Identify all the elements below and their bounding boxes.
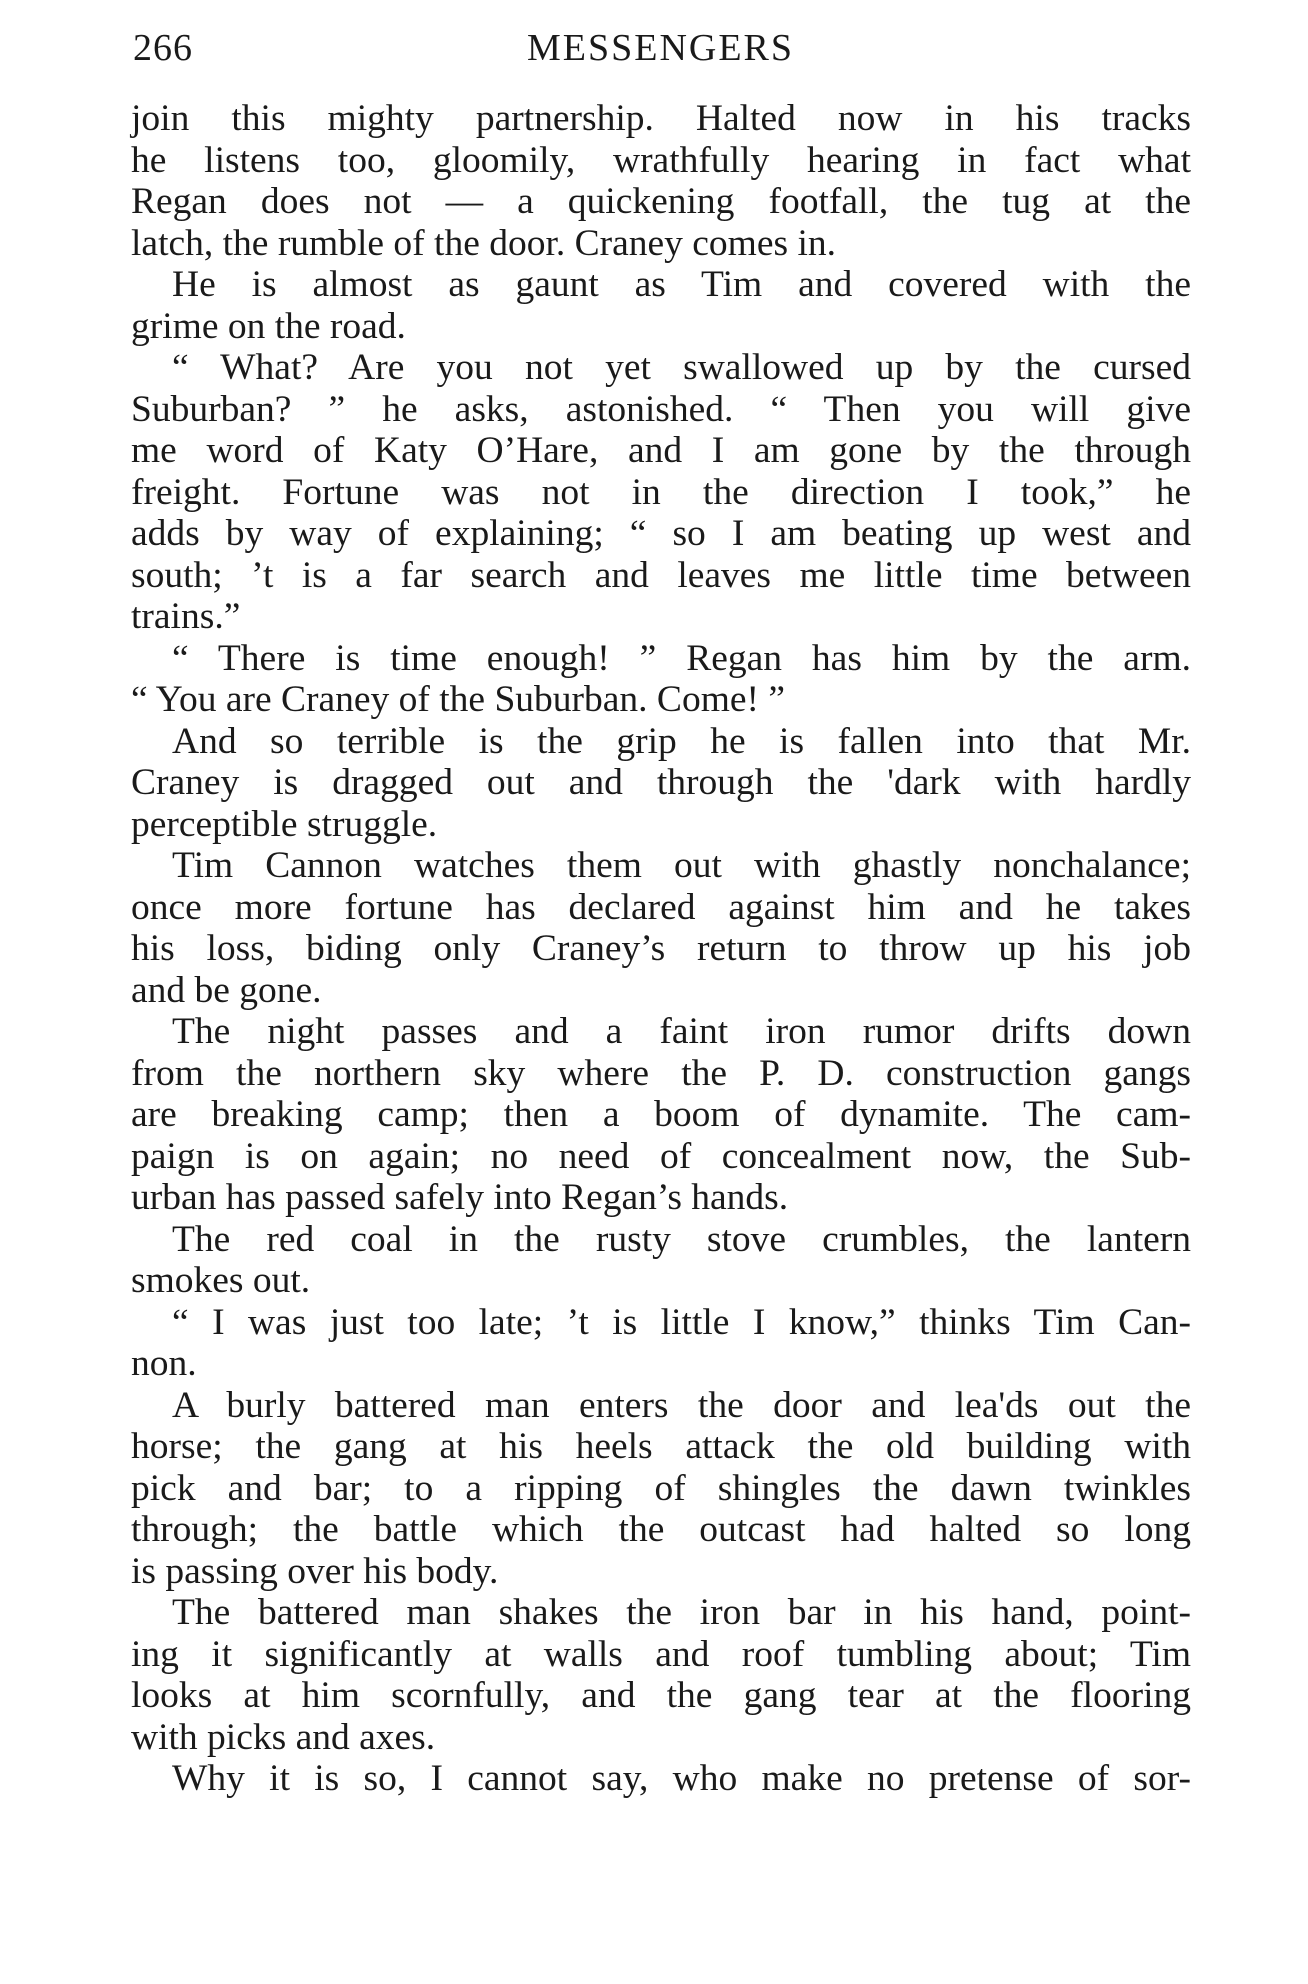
text-line: is passing over his body. bbox=[131, 1550, 499, 1592]
text-line: ing it significantly at walls and roof tumbling about; Tim bbox=[131, 1633, 1191, 1675]
text-line: Craney is dragged out and through the 'dark with hardly bbox=[131, 762, 1191, 803]
text-line: from the northern sky where the P. D. construction gangs bbox=[131, 1052, 1191, 1094]
text-line: grime on the road. bbox=[131, 305, 406, 347]
text-line: “ What? Are you not yet swallowed up by the cursed bbox=[172, 347, 1191, 388]
text-line: through; the battle which the outcast had halted so long bbox=[131, 1509, 1191, 1550]
running-head bbox=[133, 18, 1188, 78]
text-line: The night passes and a faint iron rumor drifts down bbox=[172, 1011, 1191, 1052]
text-line: he listens too, gloomily, wrathfully hearing in fact what bbox=[131, 139, 1191, 181]
text-line: latch, the rumble of the door. Craney comes in. bbox=[131, 222, 837, 264]
text-line: Why it is so, I cannot say, who make no pretense of sor- bbox=[172, 1758, 1191, 1799]
text-line: pick and bar; to a ripping of shingles the dawn twinkles bbox=[131, 1467, 1191, 1509]
text-line: trains.” bbox=[131, 596, 241, 637]
text-line: “ You are Craney of the Suburban. Come! ” bbox=[131, 679, 786, 720]
text-line: “ I was just too late; ’t is little I know,” thinks Tim Can- bbox=[172, 1301, 1191, 1343]
text-line: me word of Katy O’Hare, and I am gone by the through bbox=[131, 430, 1191, 471]
text-line: south; ’t is a far search and leaves me little time between bbox=[131, 554, 1191, 596]
text-line: looks at him scornfully, and the gang tear at the flooring bbox=[131, 1675, 1191, 1716]
body-text bbox=[131, 98, 1191, 1800]
text-line: urban has passed safely into Regan’s hands. bbox=[131, 1177, 789, 1218]
text-line: Regan does not — a quickening footfall, the tug at the bbox=[131, 181, 1191, 222]
text-line: freight. Fortune was not in the direction I took,” he bbox=[131, 471, 1191, 513]
text-line: “ There is time enough! ” Regan has him by the arm. bbox=[172, 637, 1191, 679]
text-line: The battered man shakes the iron bar in his hand, point- bbox=[172, 1592, 1191, 1633]
text-line: And so terrible is the grip he is fallen into that Mr. bbox=[172, 720, 1191, 762]
text-line: He is almost as gaunt as Tim and covered with the bbox=[172, 264, 1191, 305]
text-line: perceptible struggle. bbox=[131, 803, 438, 845]
page-number: 266 bbox=[133, 27, 193, 69]
text-line: horse; the gang at his heels attack the old building with bbox=[131, 1426, 1191, 1467]
running-title: MESSENGERS bbox=[526, 27, 795, 69]
text-line: Tim Cannon watches them out with ghastly nonchalance; bbox=[172, 845, 1191, 886]
text-line: smokes out. bbox=[131, 1260, 311, 1301]
text-line: and be gone. bbox=[131, 969, 322, 1011]
text-line: join this mighty partnership. Halted now in his tracks bbox=[131, 98, 1191, 139]
text-line: once more fortune has declared against him and he takes bbox=[131, 886, 1191, 928]
text-line: his loss, biding only Craney’s return to throw up his job bbox=[131, 928, 1191, 969]
text-line: The red coal in the rusty stove crumbles, the lantern bbox=[172, 1218, 1191, 1260]
text-line: Suburban? ” he asks, astonished. “ Then you will give bbox=[131, 388, 1191, 430]
text-line: are breaking camp; then a boom of dynamite. The cam- bbox=[131, 1094, 1191, 1135]
text-line: A burly battered man enters the door and lea'ds out the bbox=[172, 1384, 1191, 1426]
text-line: paign is on again; no need of concealment now, the Sub- bbox=[131, 1135, 1191, 1177]
text-line: adds by way of explaining; “ so I am beating up west and bbox=[131, 513, 1191, 554]
text-line: with picks and axes. bbox=[131, 1716, 436, 1758]
text-line: non. bbox=[131, 1343, 197, 1384]
